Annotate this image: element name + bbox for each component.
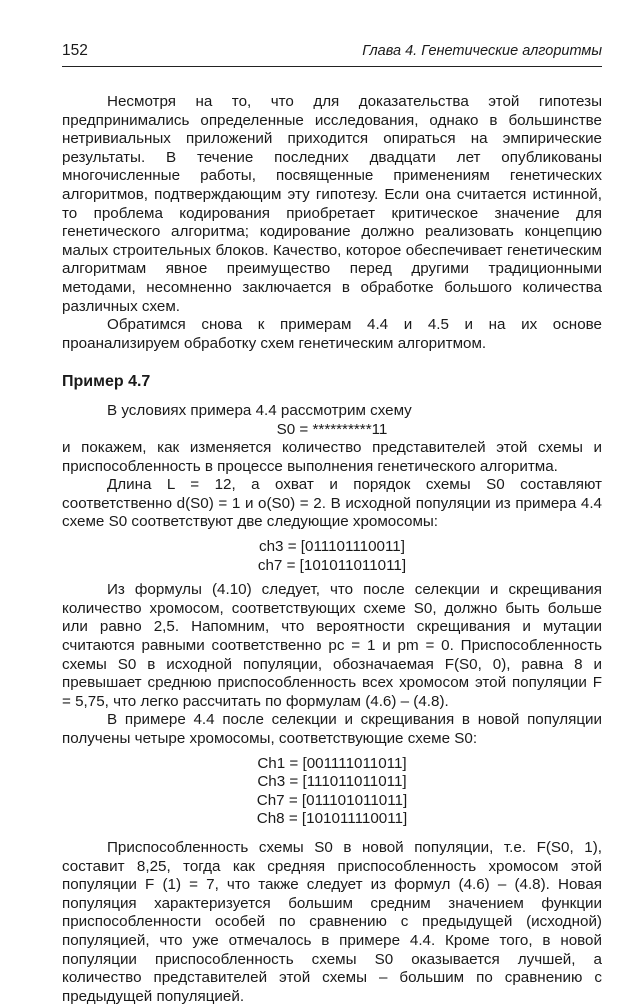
book-page (62, 40, 602, 1006)
formula-schema (62, 421, 602, 440)
formula-s0: S0 = **********11 (276, 420, 388, 438)
chromosome-Ch3: Ch3 = [111011011011] (257, 773, 407, 791)
paragraph-new-population: В примере 4.4 после селекции и скрещивания в новой популяции получены четыре хромосомы, соответствующие схеме S0: (62, 711, 602, 747)
chromosome-ch3: ch3 = [011101110011] (259, 538, 405, 556)
paragraph-hypothesis: Несмотря на то, что для доказательства этой гипотезы предпринимались определенные исследования, однако в большинстве нетривиальных приложений приходится опираться на эмпирические результаты. В течение последних двадцати лет опубликованы многочисленные работы, посвященные применениям генетических алгоритмов, подтверждающим эту гипотезу. Если она считается истинной, то проблема кодирования приобретает критическое значение для генетического алгоритма; кодирование должно реализовать концепцию малых строительных блоков. Качество, которое обеспечивает генетическим алгоритмам явное преимущество перед другими традиционными методами, несомненно заключается в обработке большого количества различных схем. (62, 93, 602, 315)
paragraph-return-to-examples: Обратимся снова к примерам 4.4 и 4.5 и на их основе проанализируем обработку схем генетическим алгоритмом. (62, 316, 602, 352)
chromosome-Ch8: Ch8 = [101011110011] (256, 810, 408, 828)
page-body (62, 93, 602, 1006)
running-title: Глава 4. Генетические алгоритмы (362, 43, 602, 59)
paragraph-show-change: и покажем, как изменяется количество представителей этой схемы и приспособленность в процессе выполнения генетического алгоритма. (62, 439, 602, 475)
paragraph-formula-410: Из формулы (4.10) следует, что после селекции и скрещивания количество хромосом, соответствующих схеме S0, должно быть больше или равно 2,5. Напомним, что вероятности скрещивания и мутации считаются равными соответственно pc = 1 и pm = 0. Приспособленность схемы S0 в исходной популяции, обозначаемая F(S0, 0), равна 8 и превышает среднюю приспособленность всех хромосом этой популяции F = 5,75, что легко рассчитать по формулам (4.6) – (4.8). (62, 581, 602, 710)
chromosome-Ch7: Ch7 = [011101011011] (256, 791, 408, 809)
chromosome-Ch1: Ch1 = [001111011011] (257, 754, 407, 772)
chromosome-ch7: ch7 = [101011011011] (257, 556, 407, 574)
paragraph-consider-schema: В условиях примера 4.4 рассмотрим схему (107, 401, 412, 419)
page-header (62, 40, 602, 67)
chromosome-list-new (62, 755, 602, 829)
example-heading: Пример 4.7 (62, 373, 151, 391)
chromosome-list-initial (62, 538, 602, 575)
paragraph-length-order: Длина L = 12, а охват и порядок схемы S0 составляют соответственно d(S0) = 1 и o(S0) = 2. В исходной популяции из примера 4.4 схеме S0 соответствуют две следующие хромосомы: (62, 476, 602, 531)
page-number: 152 (62, 42, 88, 59)
paragraph-schema-fitness: Приспособленность схемы S0 в новой популяции, т.е. F(S0, 1), составит 8,25, тогда как средняя приспособленность хромосом этой популяции F (1) = 7, что также следует из формул (4.6) – (4.8). Новая популяция характеризуется большим средним значением функции приспособленности особей по сравнению с предыдущей (исходной) популяцией, что уже отмечалось в примере 4.4. Кроме того, в новой популяции приспособленность схемы S0 оказывается лучшей, а количество представителей этой схемы – большим по сравнению с предыдущей популяцией. (62, 838, 602, 1005)
